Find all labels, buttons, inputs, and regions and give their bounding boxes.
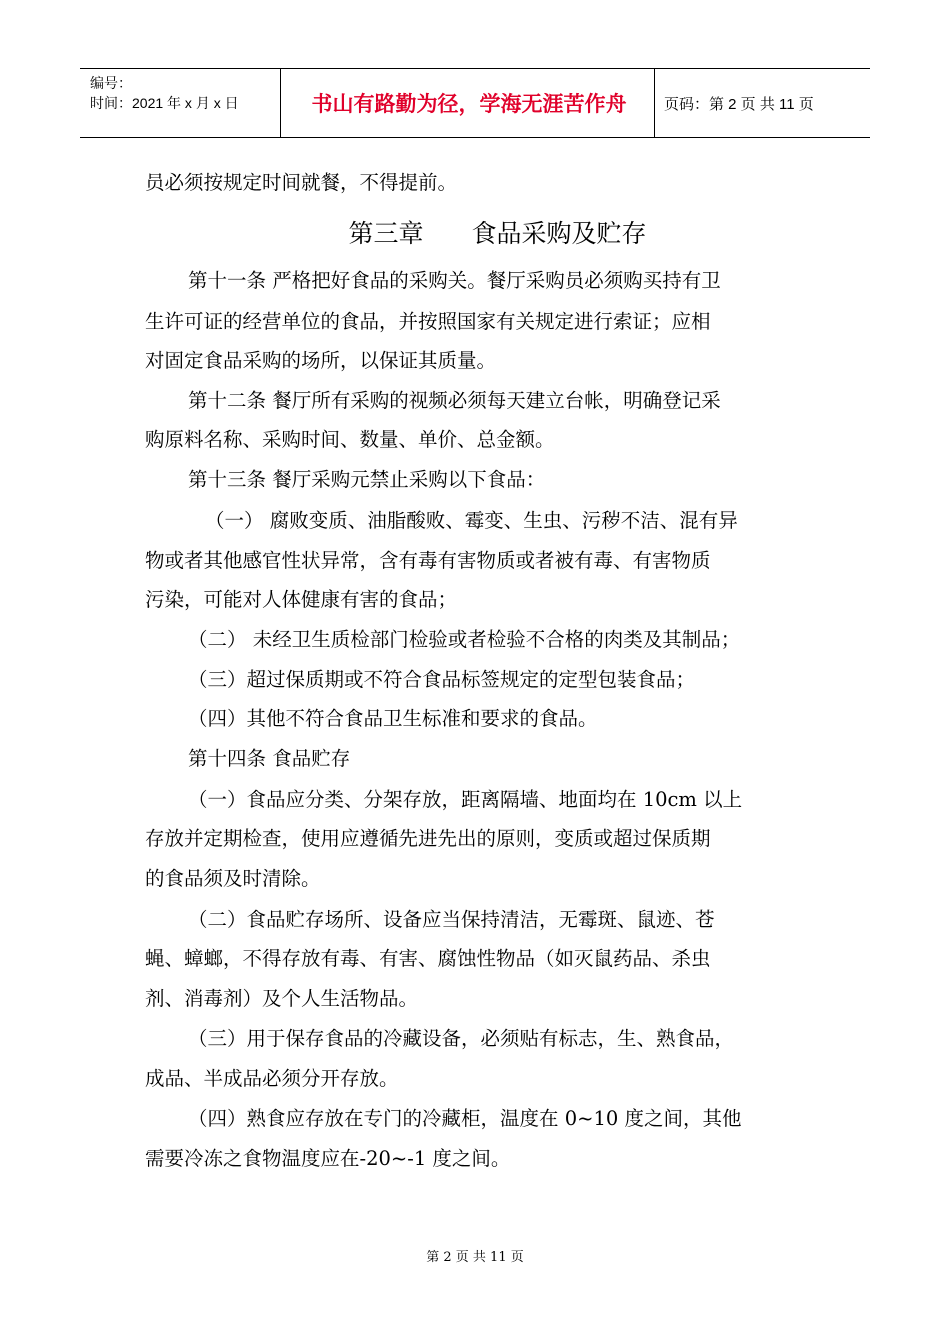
- text-line: 存放并定期检查，使用应遵循先进先出的原则，变质或超过保质期: [145, 827, 711, 850]
- text-line: 剂、消毒剂）及个人生活物品。: [145, 987, 419, 1010]
- text-line: 购原料名称、采购时间、数量、单价、总金额。: [145, 428, 555, 451]
- text-line: 的食品须及时清除。: [145, 867, 321, 890]
- text-line: 对固定食品采购的场所，以保证其质量。: [145, 349, 497, 372]
- document-time-label: 时间：2021 年 x 月 x 日: [90, 95, 239, 111]
- text-line: 员必须按规定时间就餐，不得提前。: [145, 171, 458, 194]
- text-line: （一）食品应分类、分架存放，距离隔墙、地面均在 10cm 以上: [188, 788, 743, 811]
- header-meta: [90, 73, 280, 113]
- document-number-label: 编号：: [90, 75, 132, 91]
- text-line: （三）超过保质期或不符合食品标签规定的定型包装食品；: [188, 668, 696, 691]
- text-line: 成品、半成品必须分开存放。: [145, 1067, 399, 1090]
- text-line: （二）食品贮存场所、设备应当保持清洁，无霉斑、鼠迹、苍: [188, 908, 715, 931]
- text-line: 第十四条 食品贮存: [188, 747, 351, 770]
- text-line: （一） 腐败变质、油脂酸败、霉变、生虫、污秽不洁、混有异: [205, 509, 738, 532]
- text-line: （三）用于保存食品的冷藏设备，必须贴有标志，生、熟食品，: [188, 1027, 735, 1050]
- text-line: （四）其他不符合食品卫生标准和要求的食品。: [188, 707, 598, 730]
- text-line: 第十三条 餐厅采购元禁止采购以下食品：: [188, 468, 546, 491]
- text-line: （二） 未经卫生质检部门检验或者检验不合格的肉类及其制品；: [188, 628, 741, 651]
- chapter-number: 第三章: [348, 219, 424, 248]
- text-line: （四）熟食应存放在专门的冷藏柜，温度在 0~10 度之间，其他: [188, 1107, 742, 1130]
- header-motto: 书山有路勤为径，学海无涯苦作舟: [311, 92, 627, 116]
- text-line: 蝇、蟑螂，不得存放有毒、有害、腐蚀性物品（如灭鼠药品、杀虫: [145, 947, 711, 970]
- chapter-title: 食品采购及贮存: [471, 219, 647, 248]
- chapter-heading: [145, 218, 850, 250]
- text-line: 物或者其他感官性状异常，含有毒有害物质或者被有毒、有害物质: [145, 549, 711, 572]
- text-line: 第十一条 严格把好食品的采购关。餐厅采购员必须购买持有卫: [188, 269, 721, 292]
- text-line: 生许可证的经营单位的食品，并按照国家有关规定进行索证；应相: [145, 310, 711, 333]
- header-divider: [280, 69, 281, 137]
- text-line: 第十二条 餐厅所有采购的视频必须每天建立台帐，明确登记采: [188, 389, 721, 412]
- text-line: 需要冷冻之食物温度应在-20~-1 度之间。: [145, 1147, 511, 1170]
- text-line: 污染，可能对人体健康有害的食品；: [145, 588, 458, 611]
- page-header: [80, 68, 870, 138]
- header-divider: [654, 69, 655, 137]
- page-footer: 第 2 页 共 11 页: [426, 1250, 524, 1265]
- header-page-info: 页码：第 2 页 共 11 页: [664, 95, 814, 113]
